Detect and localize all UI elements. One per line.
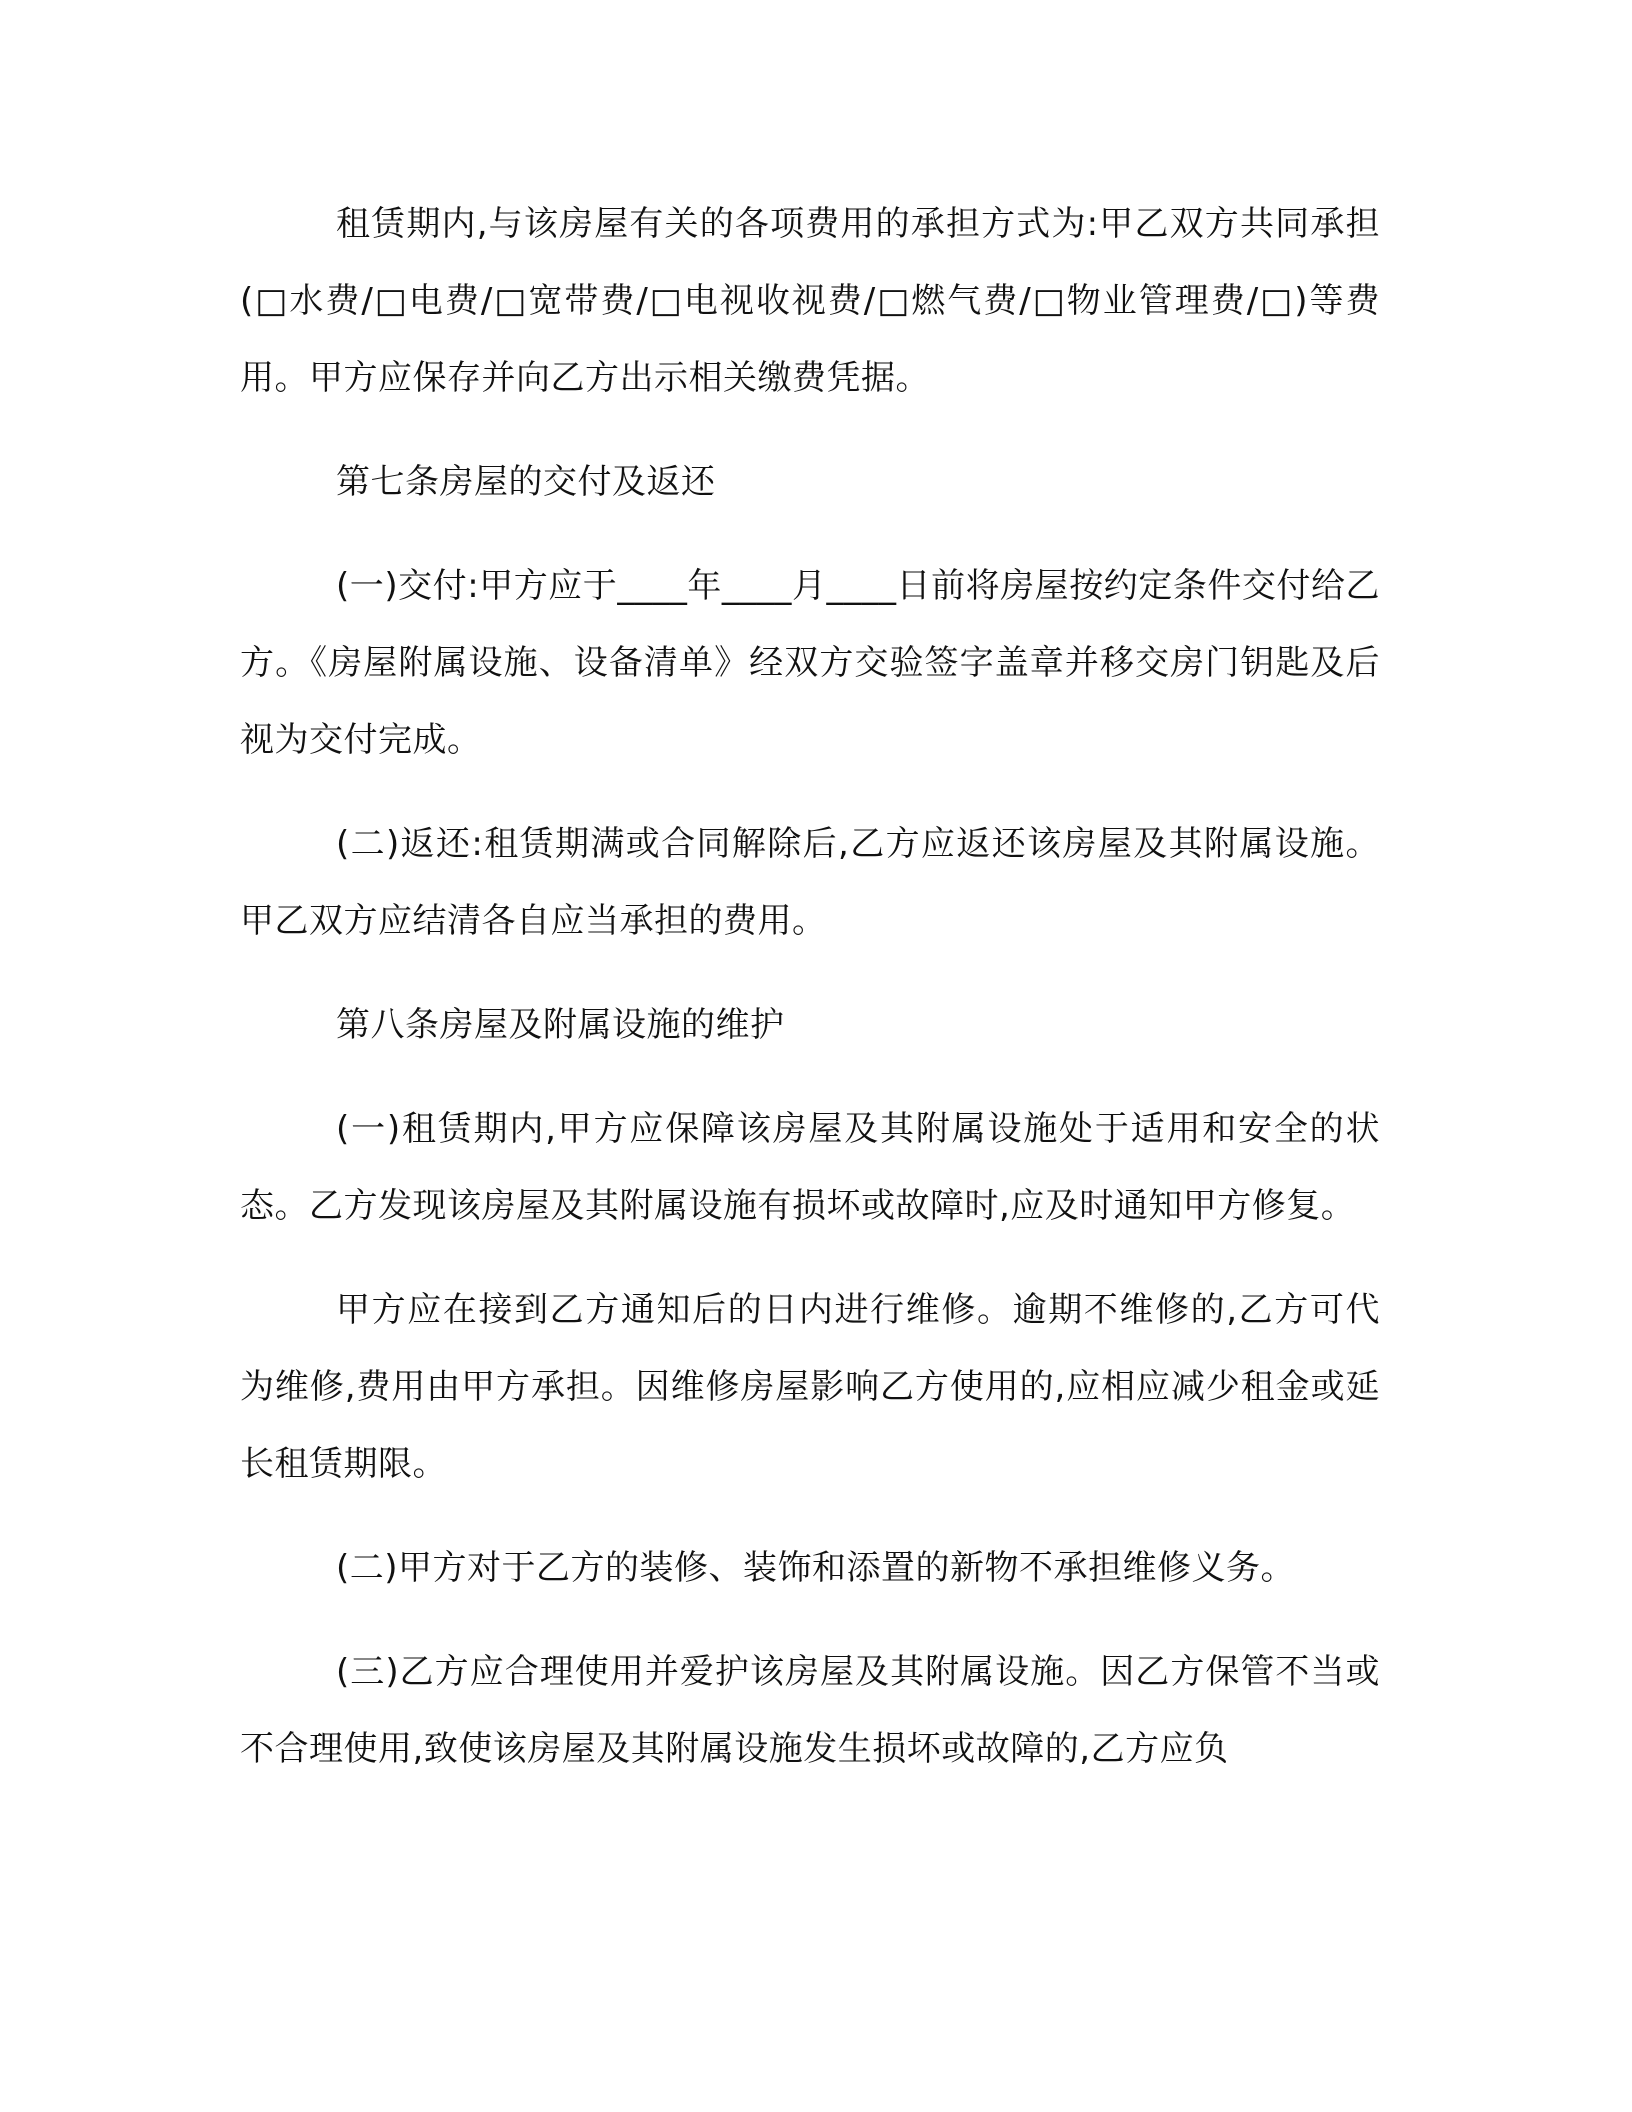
document-body [240, 186, 1380, 1788]
article-seven-heading: 第七条房屋的交付及返还 [336, 462, 716, 502]
paragraph-delivery: (一)交付:甲方应于____年____月____日前将房屋按约定条件交付给乙方。《房屋附属设施、设备清单》经双方交验签字盖章并移交房门钥匙及后视为交付完成。 [240, 566, 1380, 760]
paragraph-decoration: (二)甲方对于乙方的装修、装饰和添置的新物不承担维修义务。 [336, 1548, 1296, 1588]
article-eight-heading: 第八条房屋及附属设施的维护 [336, 1005, 785, 1045]
paragraph-fee-sharing: 租赁期内,与该房屋有关的各项费用的承担方式为:甲乙双方共同承担(□水费/□电费/□宽带费/□电视收视费/□燃气费/□物业管理费/□)等费用。甲方应保存并向乙方出示相关缴费凭据。 [240, 204, 1380, 398]
paragraph-return: (二)返还:租赁期满或合同解除后,乙方应返还该房屋及其附属设施。甲乙双方应结清各自应当承担的费用。 [240, 824, 1380, 941]
paragraph-tenant-care: (三)乙方应合理使用并爱护该房屋及其附属设施。因乙方保管不当或不合理使用,致使该房屋及其附属设施发生损坏或故障的,乙方应负 [240, 1652, 1380, 1769]
paragraph-repair-deadline: 甲方应在接到乙方通知后的日内进行维修。逾期不维修的,乙方可代为维修,费用由甲方承担。因维修房屋影响乙方使用的,应相应减少租金或延长租赁期限。 [240, 1290, 1380, 1484]
paragraph-maintenance-landlord: (一)租赁期内,甲方应保障该房屋及其附属设施处于适用和安全的状态。乙方发现该房屋及其附属设施有损坏或故障时,应及时通知甲方修复。 [240, 1109, 1380, 1226]
